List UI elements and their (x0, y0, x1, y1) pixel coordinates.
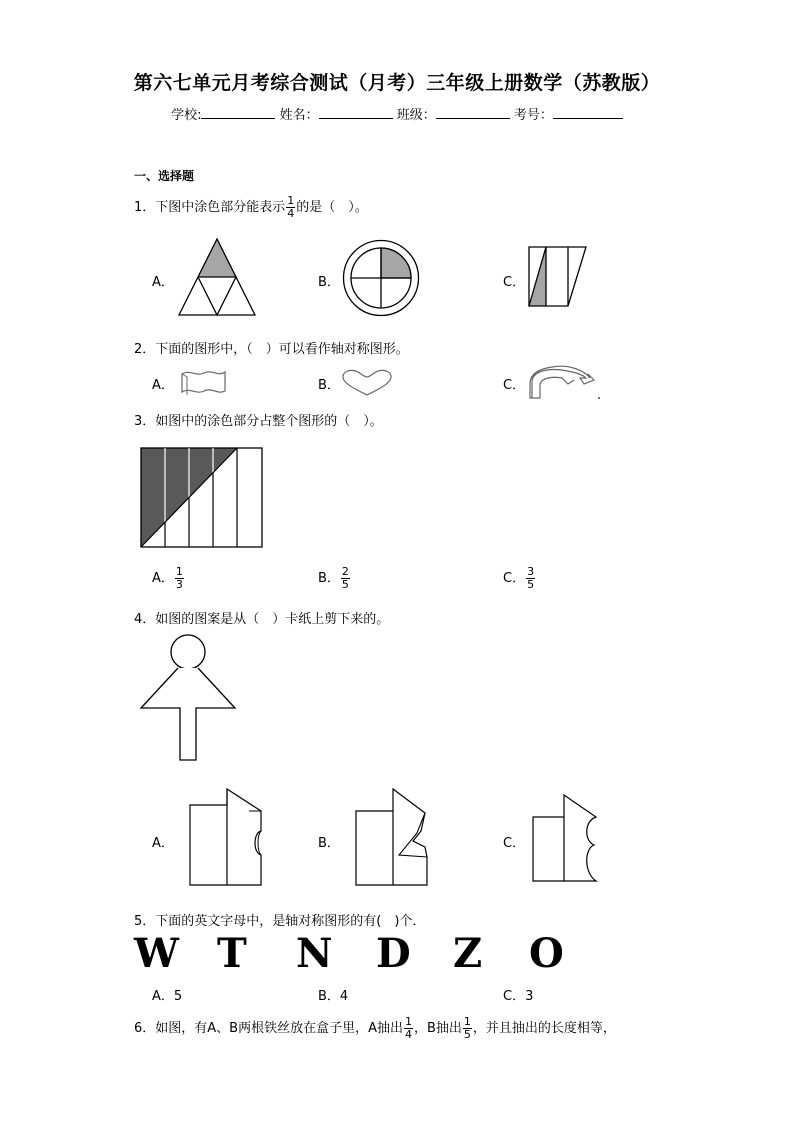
number-blank[interactable] (553, 105, 623, 119)
q2-option-a-label[interactable]: A． (152, 378, 174, 393)
question-6: 6．如图，有A、B两根铁丝放在盒子里，A抽出 $\frac{1}{4}$ ，B抽出 $\frac{1}{5}$ ，并且抽出的长度相等， (134, 1015, 616, 1041)
q1-option-a-label[interactable]: A． (152, 275, 174, 290)
class-label: 班级： (396, 108, 436, 123)
q1-option-c-parallelogram (528, 246, 588, 308)
q1-option-b-circle (342, 239, 420, 317)
letter-z: Z (453, 930, 483, 977)
number-label: 考号： (513, 108, 553, 123)
q3-rectangle-figure (140, 447, 264, 549)
q4-option-a-folded-card (189, 785, 267, 889)
q2-option-c-arrow-shape (528, 366, 602, 402)
q4-option-c-label[interactable]: C． (503, 836, 526, 851)
page-title: 第六七单元月考综合测试（月考）三年级上册数学（苏教版） (133, 72, 661, 94)
q4-option-a-label[interactable]: A． (152, 836, 174, 851)
q4-paper-figure (140, 634, 236, 762)
question-5: 5．下面的英文字母中，是轴对称图形的有( )个． (134, 914, 426, 929)
q5-option-a[interactable]: A．5 (152, 989, 183, 1004)
q4-option-c-folded-card (532, 793, 604, 885)
q1-option-b-label[interactable]: B． (318, 275, 340, 290)
letter-o: O (529, 930, 564, 977)
question-4: 4．如图的图案是从（ ）卡纸上剪下来的。 (134, 612, 390, 627)
q6-fraction-a: $\frac{1}{4}$ (404, 1015, 412, 1041)
name-blank[interactable] (319, 105, 393, 119)
q2-option-b-label[interactable]: B． (318, 378, 340, 393)
q2-option-a-flag-shape (180, 369, 228, 395)
question-3: 3．如图中的涂色部分占整个图形的（ ）。 (134, 414, 383, 429)
q4-option-b-label[interactable]: B． (318, 836, 340, 851)
school-blank[interactable] (201, 105, 275, 119)
q3-option-b[interactable]: B． $\frac{2}{5}$ (318, 565, 349, 591)
q1-fraction: $\frac{1}{4}$ (287, 194, 295, 220)
letter-n: N (296, 930, 333, 977)
student-info-line (0, 104, 794, 123)
q3-option-a[interactable]: A． $\frac{1}{3}$ (152, 565, 183, 591)
school-label: 学校: (171, 108, 202, 123)
q6-fraction-b: $\frac{1}{5}$ (463, 1015, 471, 1041)
q2-option-b-heart-shape (341, 369, 393, 397)
q1-option-c-label[interactable]: C． (503, 275, 526, 290)
q2-option-c-label[interactable]: C． (503, 378, 526, 393)
q1-text-end: 的是（ ）。 (296, 200, 368, 215)
letter-w: W (134, 930, 179, 977)
q1-option-a-triangle (178, 238, 256, 316)
letter-t: T (217, 930, 247, 977)
q5-option-c[interactable]: C．3 (503, 989, 534, 1004)
class-blank[interactable] (436, 105, 510, 119)
question-1 (134, 195, 368, 220)
name-label: 姓名： (279, 108, 319, 123)
q4-option-b-folded-card (355, 785, 433, 889)
q1-text: 1．下图中涂色部分能表示 (134, 200, 286, 215)
q5-option-b[interactable]: B．4 (318, 989, 349, 1004)
letter-d: D (376, 930, 411, 977)
question-2: 2．下面的图形中，（ ）可以看作轴对称图形。 (134, 342, 409, 357)
q3-option-c[interactable]: C． $\frac{3}{5}$ (503, 565, 535, 591)
section-heading: 一、选择题 (134, 169, 195, 183)
